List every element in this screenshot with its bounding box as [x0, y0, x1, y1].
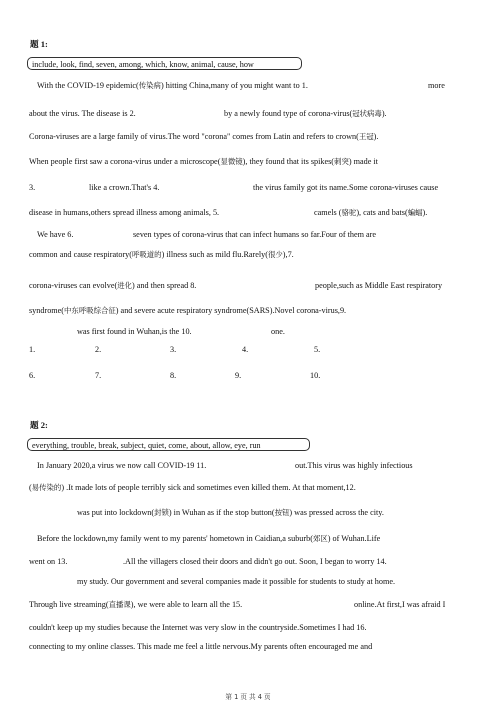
q2-line-8: couldn't keep up my studies because the Internet was very slow in the countryside.Sometimes I had 16. [29, 623, 367, 632]
q1-line-5c: the virus family got its name.Some corona-viruses cause [253, 183, 439, 192]
word-bank-1: include, look, find, seven, among, which, know, animal, cause, how [27, 57, 302, 70]
text: by a newly found type of corona-virus( [224, 109, 353, 118]
q1-line-1-end: more [428, 81, 445, 90]
answer-number: 6. [29, 371, 36, 380]
text-cn: 显微镜 [220, 157, 243, 166]
text: ) and severe acute respiratory syndrome(SARS).Novel corona-virus,9. [115, 306, 347, 315]
page-footer: 第 1 页 共 4 页 [225, 693, 271, 701]
q1-line-7b: seven types of corona-virus that can infect humans so far.Four of them are [133, 230, 377, 239]
q1-line-6a: disease in humans,others spread illness among animals, 5. [29, 208, 220, 217]
q1-line-2b [224, 108, 387, 119]
answer-number: 9. [235, 371, 242, 380]
q2-line-9: connecting to my online classes. This made me feel a little nervous.My parents often encouraged me and [29, 642, 373, 651]
text-cn: 进化 [117, 281, 133, 290]
q1-line-5a: 3. [29, 183, 36, 192]
q1-line-11a: was first found in Wuhan,is the 10. [77, 327, 192, 336]
text: ), cats and bats( [356, 208, 408, 217]
text-cn: 中东呼吸综合征 [64, 306, 116, 315]
text: ),7. [282, 250, 294, 259]
text: syndrome( [29, 306, 65, 315]
question-1-title: 题 1: [30, 39, 48, 49]
text: camels ( [314, 208, 342, 217]
q1-line-11b: one. [271, 327, 285, 336]
text: Corona-viruses are a large family of virus.The word "corona" comes from Latin and refers to crown( [29, 132, 359, 141]
text: When people first saw a corona-virus under a microscope( [29, 157, 221, 166]
q2-line-5b: .All the villagers closed their doors and didn't go out. Soon, I began to worry 14. [123, 557, 387, 566]
word-bank-2: everything, trouble, break, subject, quiet, come, about, allow, eye, run [27, 438, 310, 451]
text: Through live streaming( [29, 600, 109, 609]
text: ) .It made lots of people terribly sick and sometimes even killed them. At that moment,12. [61, 483, 356, 492]
text: ) of Wuhan.Life [327, 534, 381, 543]
text-cn: 封锁 [154, 508, 169, 517]
q1-line-9b: people,such as Middle East respiratory [315, 281, 443, 290]
text: ) in Wuhan as if the stop button( [168, 508, 275, 517]
q1-line-1 [37, 80, 308, 91]
question-2-title: 题 2: [30, 420, 48, 430]
text: was put into lockdown( [77, 508, 155, 517]
q2-line-7 [29, 599, 242, 610]
q2-line-6: my study. Our government and several companies made it possible for students to study at home. [77, 577, 396, 586]
text-cn: 郊区 [312, 534, 328, 543]
text: Before the lockdown,my family went to my parents' hometown in Caidian,a suburb( [37, 534, 313, 543]
answer-number: 4. [242, 345, 249, 354]
text: ) made it [348, 157, 378, 166]
text-cn: 直播课 [108, 600, 131, 609]
text: ) hitting China,many of you might want to 1. [160, 81, 308, 90]
q1-line-5b: like a crown.That's 4. [89, 183, 160, 192]
text: ), they found that its spikes( [242, 157, 335, 166]
q1-line-9 [29, 280, 196, 291]
answer-number: 10. [310, 371, 321, 380]
q2-line-7b: online.At first,I was afraid I [354, 600, 446, 609]
text-cn: 王冠 [358, 132, 374, 141]
text: ) illness such as mild flu.Rarely( [161, 250, 268, 259]
text-cn: 呼吸道的 [132, 250, 162, 259]
q2-line-2 [29, 482, 356, 493]
answer-number: 1. [29, 345, 36, 354]
text: corona-viruses can evolve( [29, 281, 118, 290]
text: With the COVID-19 epidemic( [37, 81, 139, 90]
q1-line-6b [314, 207, 427, 218]
answer-number: 2. [95, 345, 102, 354]
text: about the virus. The disease is 2. [29, 109, 136, 118]
q1-line-4 [29, 156, 378, 167]
text: ). [373, 132, 379, 141]
q2-line-4 [37, 533, 380, 544]
q1-line-3 [29, 131, 378, 142]
text: ) and then spread 8. [132, 281, 197, 290]
answer-number: 3. [170, 345, 177, 354]
text: ) was pressed across the city. [289, 508, 384, 517]
q2-line-1a: In January 2020,a virus we now call COVID-19 11. [37, 461, 207, 470]
text-cn: 很少 [268, 250, 283, 259]
text-cn: 传染病 [138, 81, 161, 90]
text-cn: 蝙蝠 [407, 208, 423, 217]
q2-line-1b: out.This virus was highly infectious [295, 461, 413, 470]
text-cn: 刺突 [334, 157, 349, 166]
q2-line-3 [77, 507, 384, 518]
q1-line-10 [29, 305, 346, 316]
text-cn: 冠状病毒 [352, 109, 382, 118]
text: ( [29, 483, 32, 492]
text: ). [422, 208, 428, 217]
q1-line-2 [29, 108, 136, 119]
q1-line-8 [29, 249, 294, 260]
text-cn: 按钮 [274, 508, 290, 517]
answer-number: 5. [314, 345, 321, 354]
text: ). [381, 109, 387, 118]
text: common and cause respiratory( [29, 250, 132, 259]
text-cn: 易传染的 [31, 483, 62, 492]
answer-number: 7. [95, 371, 102, 380]
answer-number: 8. [170, 371, 177, 380]
q2-line-5a: went on 13. [29, 557, 68, 566]
text: ), we were able to learn all the 15. [130, 600, 243, 609]
text-cn: 骆驼 [341, 208, 357, 217]
q1-line-7a: We have 6. [37, 230, 74, 239]
